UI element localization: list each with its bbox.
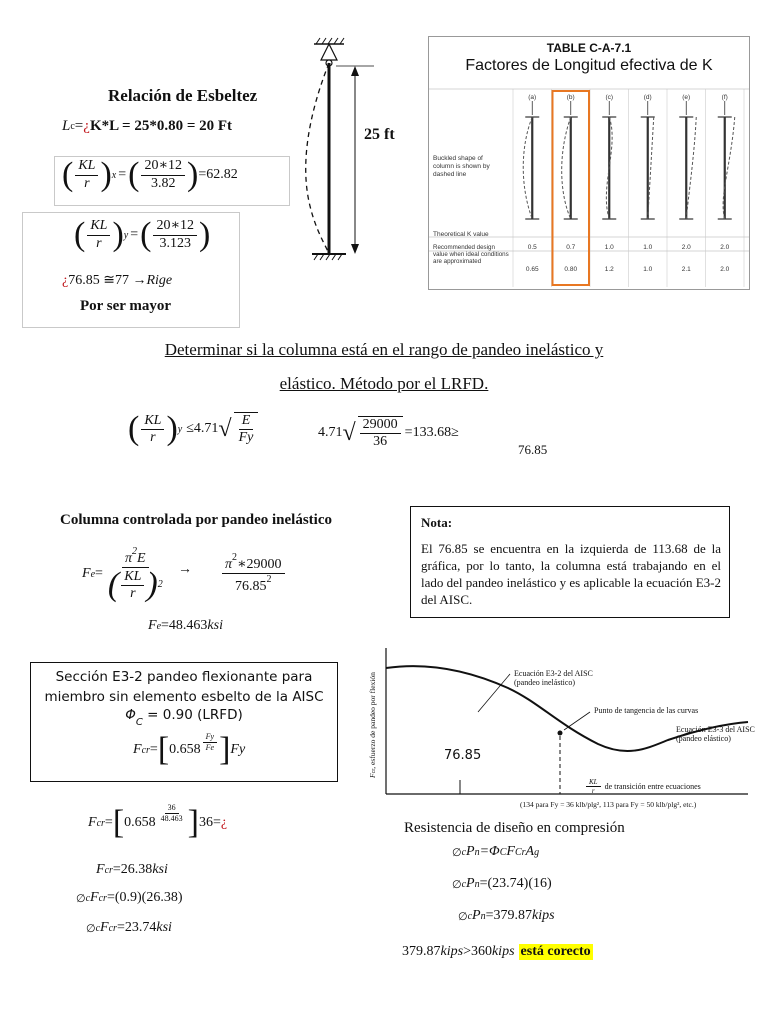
- final-kips2: kips: [491, 944, 515, 959]
- design-eq2: [452, 876, 552, 892]
- heading-line2: elástico. Método por el LRFD.: [279, 374, 489, 393]
- design-eq1-phi-sub: c: [461, 846, 467, 858]
- fe-num-tail: ∗29000: [237, 557, 282, 572]
- row-buckled-label: Buckled shape of column is shown by dashed line: [433, 155, 490, 178]
- design-eq2-phi-sub: c: [461, 878, 467, 890]
- fe-den-value: 76.85: [235, 579, 267, 595]
- ratio-x-num: 20∗12: [141, 158, 185, 175]
- fcr-exp-num: Fy: [203, 732, 217, 742]
- klr-y-den: r: [96, 235, 102, 251]
- ratio-y-value: 76.85 ≅77 →: [68, 273, 147, 288]
- fcr-coef: 0.658: [169, 742, 201, 757]
- phi-fcr-sub: c: [85, 892, 91, 904]
- lc-eq: =: [74, 118, 84, 134]
- slenderness-title: Relación de Esbeltez: [108, 86, 258, 105]
- fe-den-value-exp: 2: [266, 574, 272, 586]
- graph-label-tangent: Punto de tangencia de las curvas: [594, 706, 699, 715]
- table-recommended-value: 0.80: [564, 266, 578, 273]
- graph-label-e33-b: (pandeo elástico): [676, 733, 731, 743]
- pi-exp: 2: [132, 546, 138, 557]
- row-theoretical-label: Theoretical K value: [433, 231, 489, 238]
- design-eq1-a: A: [525, 844, 535, 859]
- table-recommended-value: 2.0: [720, 266, 730, 273]
- table-col-header: (a): [528, 94, 537, 101]
- final-highlight: está corecto: [520, 944, 591, 959]
- check-e: E: [239, 413, 254, 430]
- table-col-header: (b): [566, 94, 575, 101]
- phi-fcr-f-sub: cr: [98, 892, 107, 904]
- fe-result-value: =48.463: [161, 618, 208, 633]
- phi-fcr-step2: =(0.9)(26.38): [106, 890, 183, 905]
- table-recommended-value: 1.0: [643, 266, 653, 273]
- heading-line1: Determinar si la columna está en el rango de pandeo inelástico y: [164, 340, 604, 359]
- klr-y-equation: ( $\frac{KL}{r}$ ) y = ( $\frac{20∗12}{3.123}$ ): [74, 216, 211, 253]
- klr-x-num: KL: [75, 158, 98, 175]
- table-title: TABLE C-A-7.1: [546, 41, 632, 55]
- fe-formula: F e = $\pi^2E$ ( $\frac{KL}{r}$ ) 2: [82, 546, 163, 604]
- phi-fcr-symbol: ∅: [76, 892, 86, 905]
- graph-xlabel-r: r: [591, 787, 595, 796]
- check-value: 76.85: [518, 442, 548, 457]
- table-buckled-shape: [686, 117, 696, 219]
- design-eq1-g: g: [534, 846, 540, 858]
- fcr-calc-tail: 36=: [198, 815, 221, 830]
- design-title: Resistencia de diseño en compresión: [404, 820, 625, 836]
- graph-label-e32-a: Ecuación E3-2 del AISC: [514, 669, 593, 678]
- design-eq1-f: F: [506, 844, 515, 859]
- fcr-sub: cr: [141, 744, 150, 756]
- fe-result-unit: ksi: [207, 618, 223, 633]
- phi-fcr-result: [86, 920, 172, 936]
- fcr-tail: Fy: [230, 742, 246, 757]
- limit-result: =133.68≥: [404, 425, 459, 441]
- ratio-x-den: 3.82: [150, 175, 176, 191]
- ratio-x-result: =62.82: [198, 167, 238, 182]
- graph-value-label: 76.85: [444, 748, 482, 763]
- ratio-y-num: 20∗12: [153, 218, 197, 235]
- check-sub: y: [177, 423, 183, 435]
- lc-symbol: L: [62, 118, 71, 134]
- top-hatch: [316, 38, 344, 44]
- graph-ylabel-f: F: [368, 773, 377, 778]
- table-recommended-value: 2.1: [681, 266, 691, 273]
- phi-value: = 0.90 (LRFD): [142, 707, 243, 723]
- table-theoretical-value: 2.0: [681, 244, 691, 251]
- table-recommended-value: 0.65: [525, 266, 539, 273]
- phi-fcr-result-sub: c: [95, 922, 101, 934]
- check-leq: ≤4.71: [186, 421, 219, 437]
- limit-den: 36: [373, 434, 388, 450]
- phi-line: [31, 707, 337, 728]
- klr-x-equation: ( $\frac{KL}{r}$ ) x = ( $\frac{20∗12}{3.82}$ ) =62.82: [62, 156, 238, 193]
- fcr-result-symbol: F: [96, 862, 105, 877]
- lc-sub: c: [70, 121, 75, 132]
- section-line1: Sección E3-2 pandeo flexionante para: [55, 669, 313, 685]
- design-eq1: [452, 844, 539, 860]
- check-fy: Fy: [238, 430, 254, 446]
- graph-xlabel-kl: KL: [586, 778, 601, 787]
- table-col-header: (e): [682, 94, 691, 101]
- design-eq2-phi: ∅: [452, 878, 462, 891]
- design-eq1-eq: =Φ: [479, 844, 500, 859]
- design-eq2-p: P: [466, 876, 475, 891]
- table-buckled-shape: [562, 117, 571, 219]
- klr-y-num: KL: [87, 218, 110, 235]
- fcr-result-sub: cr: [104, 864, 113, 876]
- final-left: 379.87: [402, 944, 441, 959]
- design-eq1-p-sub: n: [474, 846, 480, 858]
- fcr-result: [96, 862, 168, 878]
- fe-kl: KL: [121, 569, 144, 586]
- fcr-calc-sub: cr: [96, 817, 105, 829]
- limit-num: 29000: [360, 417, 401, 434]
- table-col-header: (f): [721, 94, 728, 101]
- fe-arrow: →: [178, 562, 192, 577]
- design-eq1-phi: ∅: [452, 846, 462, 859]
- table-recommended-value: 1.2: [604, 266, 614, 273]
- ratio-y-den: 3.123: [159, 235, 191, 251]
- phi-fcr-result-symbol: ∅: [86, 922, 96, 935]
- design-eq3-phi: ∅: [458, 910, 468, 923]
- lc-red-mark: ¿: [83, 118, 90, 134]
- buckled-shape: [306, 63, 329, 254]
- phi-fcr-result-f: F: [100, 920, 109, 935]
- fcr-calc-exp-num: 36: [165, 803, 179, 813]
- klr-y-sub: y: [123, 229, 129, 241]
- design-eq3-unit: kips: [532, 908, 555, 923]
- design-eq3-p-sub: n: [480, 910, 486, 922]
- leader-tangent: [564, 712, 590, 730]
- check-num: KL: [141, 413, 164, 430]
- dim-arrow-top: [351, 66, 359, 76]
- design-eq2-value: =(23.74)(16): [479, 876, 552, 891]
- graph-ylabel-sub: cr: [371, 768, 377, 774]
- phi-fcr-step: [76, 890, 183, 906]
- design-eq3-value: =379.87: [485, 908, 533, 923]
- ratio-y-red-mark: ¿: [62, 272, 69, 288]
- phi-sub: C: [135, 717, 143, 728]
- column-diagram: [298, 36, 408, 266]
- fe-result-sub: e: [156, 620, 162, 632]
- fe-result: [148, 618, 223, 634]
- table-col-header: (c): [605, 94, 614, 101]
- section-line2: miembro sin elemento esbelto de la AISC: [44, 689, 324, 705]
- fe-num-pi: π: [225, 557, 233, 572]
- graph-label-e33-a: Ecuación E3-3 del AISC: [676, 725, 755, 734]
- table-buckled-shape: [523, 117, 532, 219]
- e-symbol: E: [137, 551, 146, 566]
- limit-value-eq: 4.71 √ $\frac{29000}{36}$ =133.68≥: [318, 417, 459, 450]
- table-theoretical-value: 0.5: [527, 244, 537, 251]
- table-theoretical-value: 1.0: [604, 244, 614, 251]
- phi-fcr-result-value: =23.74: [116, 920, 157, 935]
- klr-x-den: r: [84, 175, 90, 191]
- graph-label-e33: [676, 726, 755, 744]
- fcr-calc-coef: 0.658: [124, 815, 156, 830]
- fcr-result-unit: ksi: [152, 862, 168, 877]
- graph-ylabel: [366, 660, 386, 780]
- check-den: r: [150, 429, 156, 445]
- fcr-calc: F cr = [ 0.658 $\frac{36}{48.463}$ ] 36= ¿: [88, 803, 228, 841]
- fe-symbol: F: [82, 566, 91, 582]
- fe-result-symbol: F: [148, 618, 157, 633]
- design-eq3-phi-sub: c: [467, 910, 473, 922]
- phi-fcr-f: F: [90, 890, 99, 905]
- graph-xlabel: [584, 778, 701, 795]
- graph-label-e32: [514, 670, 593, 688]
- fcr-result-value: =26.38: [112, 862, 153, 877]
- dim-arrow-bottom: [351, 244, 359, 254]
- fe-numeric: [220, 552, 287, 595]
- slenderness-check: ( $\frac{KL}{r}$ ) y ≤4.71 √ $\frac{E}{Fy}$: [128, 412, 260, 446]
- fcr-exp-den: Fe: [205, 742, 215, 752]
- fe-r: r: [130, 585, 136, 601]
- design-eq1-p: P: [466, 844, 475, 859]
- fcr-symbol: F: [133, 742, 142, 757]
- graph-ylabel-tail: , esfuerzo de pandeo por flexión: [368, 672, 377, 769]
- final-kips1: kips: [440, 944, 464, 959]
- fcr-calc-red-mark: ¿: [220, 815, 228, 830]
- table-theoretical-value: 0.7: [566, 244, 576, 251]
- fcr-calc-exp-den: 48.463: [160, 813, 183, 823]
- graph-xlabel-tail: de transición entre ecuaciones: [604, 782, 701, 792]
- design-eq1-cr: Cr: [514, 846, 526, 858]
- pi-symbol: π: [125, 551, 133, 566]
- design-eq1-c: C: [499, 846, 507, 858]
- design-eq2-p-sub: n: [474, 878, 480, 890]
- fcr-calc-symbol: F: [88, 815, 97, 830]
- pin-triangle: [321, 44, 337, 60]
- fe-sub: e: [90, 568, 96, 580]
- limit-coef: 4.71: [318, 425, 343, 441]
- row-recommended-label: Recommended design value when ideal conditions are approximated: [433, 244, 509, 266]
- final-check: [402, 944, 593, 960]
- fe-eq: =: [95, 566, 103, 582]
- graph-note: (134 para Fy = 36 klb/plg², 113 para Fy = 50 klb/plg², etc.): [520, 800, 697, 809]
- leader-e32: [478, 674, 510, 712]
- klr-x-sub: x: [111, 169, 117, 181]
- por-ser-mayor: Por ser mayor: [80, 298, 172, 314]
- section-e32-box: [30, 662, 338, 782]
- k-factor-table: [428, 36, 750, 290]
- design-eq3: [458, 908, 555, 924]
- inelastic-title: Columna controlada por pandeo inelástico: [60, 512, 332, 528]
- design-eq3-p: P: [472, 908, 481, 923]
- nota-box: [410, 506, 730, 618]
- nota-text: El 76.85 se encuentra en la izquierda de 113.68 de la gráfica, por lo tanto, la columna está trabajando en el lado del pandeo inelástico y es aplicable la ecuación E3-2 del AISC.: [421, 541, 721, 607]
- graph-label-e32-b: (pandeo inelástico): [514, 677, 576, 687]
- phi-symbol: Φ: [125, 707, 136, 723]
- fe-den-exp: 2: [157, 579, 163, 591]
- column-height-label: 25 ft: [364, 126, 395, 143]
- table-theoretical-value: 1.0: [643, 244, 653, 251]
- fcr-formula: F cr = [ 0.658 $\frac{Fy}{Fe}$ ] Fy: [133, 731, 246, 768]
- table-col-header: (d): [643, 94, 652, 101]
- final-mid: >360: [463, 944, 492, 959]
- ratio-y-result: [62, 272, 172, 289]
- nota-title: Nota:: [421, 515, 453, 530]
- table-subtitle: Factores de Longitud efectiva de K: [465, 57, 713, 74]
- phi-fcr-result-f-sub: cr: [108, 922, 117, 934]
- tangent-point: [558, 731, 563, 736]
- rige-label: Rige: [146, 272, 173, 288]
- lc-equation: [62, 118, 232, 135]
- phi-fcr-result-unit: ksi: [156, 920, 172, 935]
- lc-line: K*L = 25*0.80 = 20 Ft: [89, 118, 233, 134]
- table-theoretical-value: 2.0: [720, 244, 730, 251]
- fe-num-exp: 2: [232, 552, 238, 563]
